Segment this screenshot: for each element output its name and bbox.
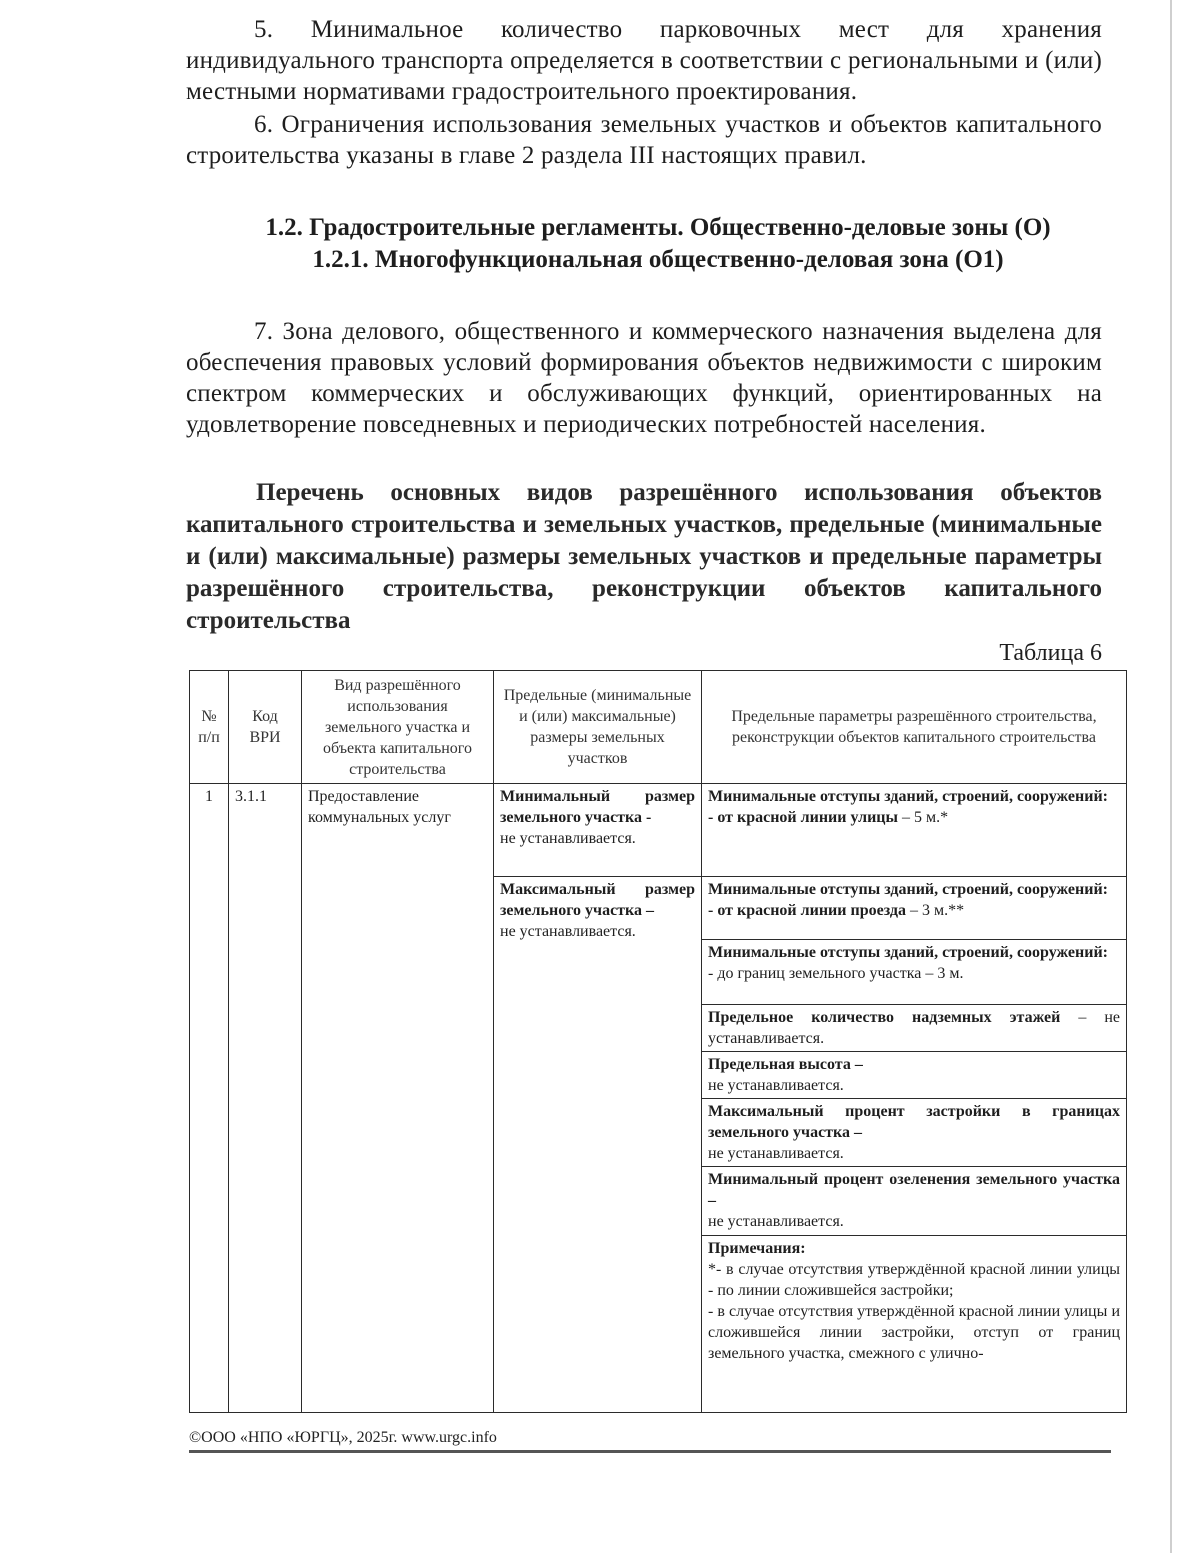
cell-param-7 xyxy=(702,1167,1127,1236)
subsection-heading: 1.2.1. Многофункциональная общественно-деловая зона (О1) xyxy=(312,246,1004,273)
header-code: Код ВРИ xyxy=(229,671,302,784)
page-footer: ©ООО «НПО «ЮРГЦ», 2025г. www.urgc.info xyxy=(189,1428,1111,1453)
param-5-label: Предельная высота – xyxy=(708,1056,863,1073)
header-num: № п/п xyxy=(190,671,229,784)
section-heading: 1.2. Градостроительные регламенты. Общественно-деловые зоны (О) xyxy=(265,214,1051,241)
param-3-label: Минимальные отступы зданий, строений, сооружений: xyxy=(708,944,1108,961)
cell-num: 1 xyxy=(190,784,229,1413)
list-title: Перечень основных видов разрешённого использования объектов капитального строительства и земельных участков, предельные (минимальные и (или) максимальные) размеры земельных участков и предельные параметры разрешённого строительства, реконструкции объектов капитального строительства xyxy=(186,479,1102,634)
min-size-label: Минимальный размер земельного участка - xyxy=(500,788,695,826)
cell-param-1 xyxy=(702,784,1127,877)
param-4-label: Предельное количество надземных этажей xyxy=(708,1009,1061,1026)
table-label: Таблица 6 xyxy=(999,640,1102,666)
note-2: - в случае отсутствия утверждённой красной линии улицы и сложившейся линии застройки, отступ от границ земельного участка, смежного с улично- xyxy=(708,1303,1120,1362)
param-1-value: – 5 м.* xyxy=(898,809,949,826)
param-1-value-label: - от красной линии улицы xyxy=(708,809,898,826)
document-page xyxy=(186,14,1102,667)
param-5-value: не устанавливается. xyxy=(708,1077,844,1094)
param-3-value: - до границ земельного участка – 3 м. xyxy=(708,965,964,982)
cell-param-3 xyxy=(702,940,1127,1005)
param-4-value: – не устанавливается. xyxy=(708,1009,1120,1047)
min-size-value: не устанавливается. xyxy=(500,830,636,847)
max-size-value: не устанавливается. xyxy=(500,923,636,940)
cell-max-size xyxy=(494,877,702,1413)
paragraph-6: 6. Ограничения использования земельных участков и объектов капитального строительства указаны в главе 2 раздела III настоящих правил. xyxy=(186,111,1102,169)
cell-param-2 xyxy=(702,877,1127,940)
param-6-label: Максимальный процент застройки в границах земельного участка – xyxy=(708,1103,1120,1141)
paragraph-7: 7. Зона делового, общественного и коммерческого назначения выделена для обеспечения правовых условий формирования объектов недвижимости с широким спектром коммерческих и обслуживающих функций, ориентированных на удовлетворение повседневных и периодических потребностей населения. xyxy=(186,318,1102,438)
table-row xyxy=(190,784,1127,877)
cell-kind: Предоставление коммунальных услуг xyxy=(302,784,494,1413)
cell-notes xyxy=(702,1236,1127,1413)
param-1-label: Минимальные отступы зданий, строений, сооружений: xyxy=(708,788,1108,805)
param-7-label: Минимальный процент озеленения земельного участка – xyxy=(708,1171,1120,1209)
regulations-table xyxy=(189,670,1127,1413)
table-header-row xyxy=(190,671,1127,784)
cell-param-4 xyxy=(702,1005,1127,1052)
note-1: *- в случае отсутствия утверждённой красной линии улицы - по линии сложившейся застройки; xyxy=(708,1261,1120,1299)
cell-code: 3.1.1 xyxy=(229,784,302,1413)
param-7-value: не устанавливается. xyxy=(708,1213,844,1230)
header-kind: Вид разрешённого использования земельного участка и объекта капитального строительства xyxy=(302,671,494,784)
notes-title: Примечания: xyxy=(708,1240,806,1257)
cell-param-6 xyxy=(702,1099,1127,1167)
header-params: Предельные параметры разрешённого строительства, реконструкции объектов капитального строительства xyxy=(702,671,1127,784)
cell-param-5 xyxy=(702,1052,1127,1099)
param-6-value: не устанавливается. xyxy=(708,1145,844,1162)
param-2-label: Минимальные отступы зданий, строений, сооружений: xyxy=(708,881,1108,898)
param-2-value: – 3 м.** xyxy=(905,902,965,919)
cell-min-size xyxy=(494,784,702,877)
header-sizes: Предельные (минимальные и (или) максимальные) размеры земельных участков xyxy=(494,671,702,784)
scan-edge-line xyxy=(1170,0,1172,1553)
paragraph-5: 5. Минимальное количество парковочных мест для хранения индивидуального транспорта определяется в соответствии с региональными и (или) местными нормативами градостроительного проектирования. xyxy=(186,16,1102,105)
param-2-value-label: - от красной линии проезда xyxy=(708,902,906,919)
max-size-label: Максимальный размер земельного участка – xyxy=(500,881,695,919)
